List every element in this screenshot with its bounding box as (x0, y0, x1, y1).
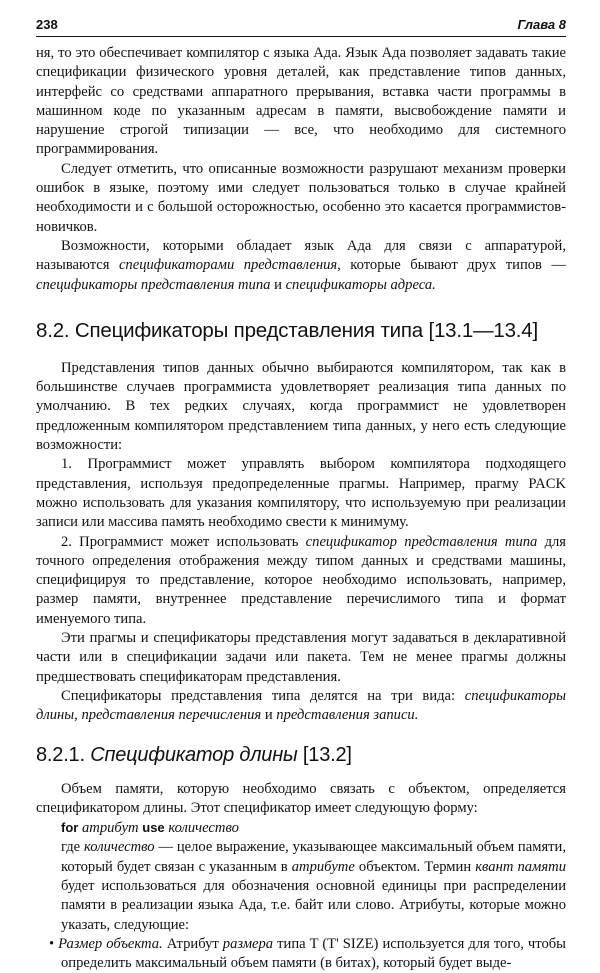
intro-paragraph-3 (36, 237, 566, 295)
text-run: , которые бывают друх типов — (337, 257, 566, 274)
term-address-specifiers: спецификаторы адреса. (285, 276, 436, 293)
subsection-heading (36, 742, 566, 768)
text-run: где (61, 839, 84, 856)
text-run: типа T (T' SIZE) используется для того, чтобы определить максимальный объем памяти (в битах), который будет выде- (61, 935, 566, 972)
text-run: Спецификаторы представления типа делятся на три вида: (61, 687, 465, 704)
section-paragraph-5 (36, 687, 566, 726)
subsection-paragraph-1: Объем памяти, которую необходимо связать с объектом, определяется спецификатором длины. Этот спецификатор имеет следующую форму: (36, 780, 566, 816)
text-run: и (270, 276, 286, 293)
term-length-enum-specifiers: спецификаторы длины, представления перечисления (36, 687, 566, 724)
bullet-marker: • (49, 935, 55, 952)
text-run: Атрибут (162, 935, 223, 952)
term-attribute: атрибуте (291, 858, 355, 875)
subsection-number: 8.2.1. (36, 743, 85, 766)
section-heading: 8.2. Спецификаторы представления типа [13.1—13.4] (36, 318, 538, 342)
term-representation-specifiers: спецификаторами представления (118, 257, 338, 274)
text-run: — целое выражение, указывающее максимальный объем памяти, который будет связан с указанным в (61, 839, 566, 875)
header-divider (36, 36, 566, 37)
text-run: 2. Программист может использовать (61, 533, 306, 550)
section-list-item-1: 1. Программист может управлять выбором компилятора подходящего представления, используя предопределенные прагмы. Например, прагму PACK можно использовать для указания компилятору, что используемую при реализации записи или массива память необходимо свести к минимуму. (36, 456, 566, 531)
syntax-quantity: количество (168, 820, 239, 837)
term-type-representation-specifier: спецификатор представления типа (305, 533, 538, 550)
section-paragraph-1: Представления типов данных обычно выбираются компилятором, так как в большинстве случаев программиста удовлетворяет реализация типа данных по умолчанию. В тех редких случаях, когда программист не удовлетворен предложенным компилятором представлением типа данных, у него есть следующие возможности: (36, 359, 566, 454)
page-number: 238 (36, 17, 58, 32)
text-run: Возможности, которыми обладает язык Ада для связи с аппаратурой, называются (36, 237, 566, 274)
subsection-reference: [13.2] (302, 743, 352, 766)
keyword-use: use (142, 820, 165, 836)
intro-paragraph-1: ня, то это обеспечивает компилятор с языка Ада. Язык Ада позволяет задавать такие спецификации физического уровня деталей, как представление типов данных, интерфейс со средствами аппаратного прерывания, вставка части программы в машинном коде по указанным адресам в памяти, высвобождение памяти и нарушение строгой типизации — все, что необходимо для системного программирования. (36, 45, 566, 158)
term-record-representation: представления записи. (276, 707, 419, 724)
text-run: объектом. Термин (354, 858, 476, 875)
text-run: и (261, 707, 277, 724)
body-text (36, 44, 566, 973)
term-object-size: Размер объекта. (58, 935, 163, 952)
keyword-for: for (61, 820, 79, 836)
chapter-title: Глава 8 (517, 17, 566, 32)
term-memory-quantum: квант памяти (475, 858, 566, 875)
subsection-title: Спецификатор длины (90, 743, 298, 766)
intro-paragraph-2: Следует отметить, что описанные возможности разрушают механизм проверки ошибок в языке, поэтому ими следует пользоваться только в случае крайней необходимости и с большой осторожностью, особенно это касается программистов-новичков. (36, 160, 566, 235)
running-header (36, 17, 566, 35)
term-size: размера (222, 935, 274, 952)
term-quantity: количество (84, 839, 155, 856)
bullet-item-object-size (36, 935, 566, 973)
section-paragraph-4: Эти прагмы и спецификаторы представления могут задаваться в декларативной части или в спецификации задачи или пакета. Тем не менее прагмы должны предшествовать спецификаторам представления. (36, 630, 566, 685)
syntax-form (36, 818, 566, 838)
term-type-representation-specifiers: спецификаторы представления типа (36, 276, 271, 293)
text-run: для точного определения отображения между типом данных и средствами машины, специфицируя то представление, которое необходимо использовать, например, размер памяти, внутреннее представление перечислимого типа и формат именуемого типа. (36, 533, 566, 627)
text-run: будет использоваться для обозначения основной единицы при распределении памяти в реализации языка Ада, т.е. байт или слово. Атрибуты, которые можно указать, следующие: (61, 877, 566, 933)
section-list-item-2 (36, 533, 566, 629)
syntax-attribute: атрибут (82, 820, 139, 837)
subsection-paragraph-2 (36, 838, 566, 934)
